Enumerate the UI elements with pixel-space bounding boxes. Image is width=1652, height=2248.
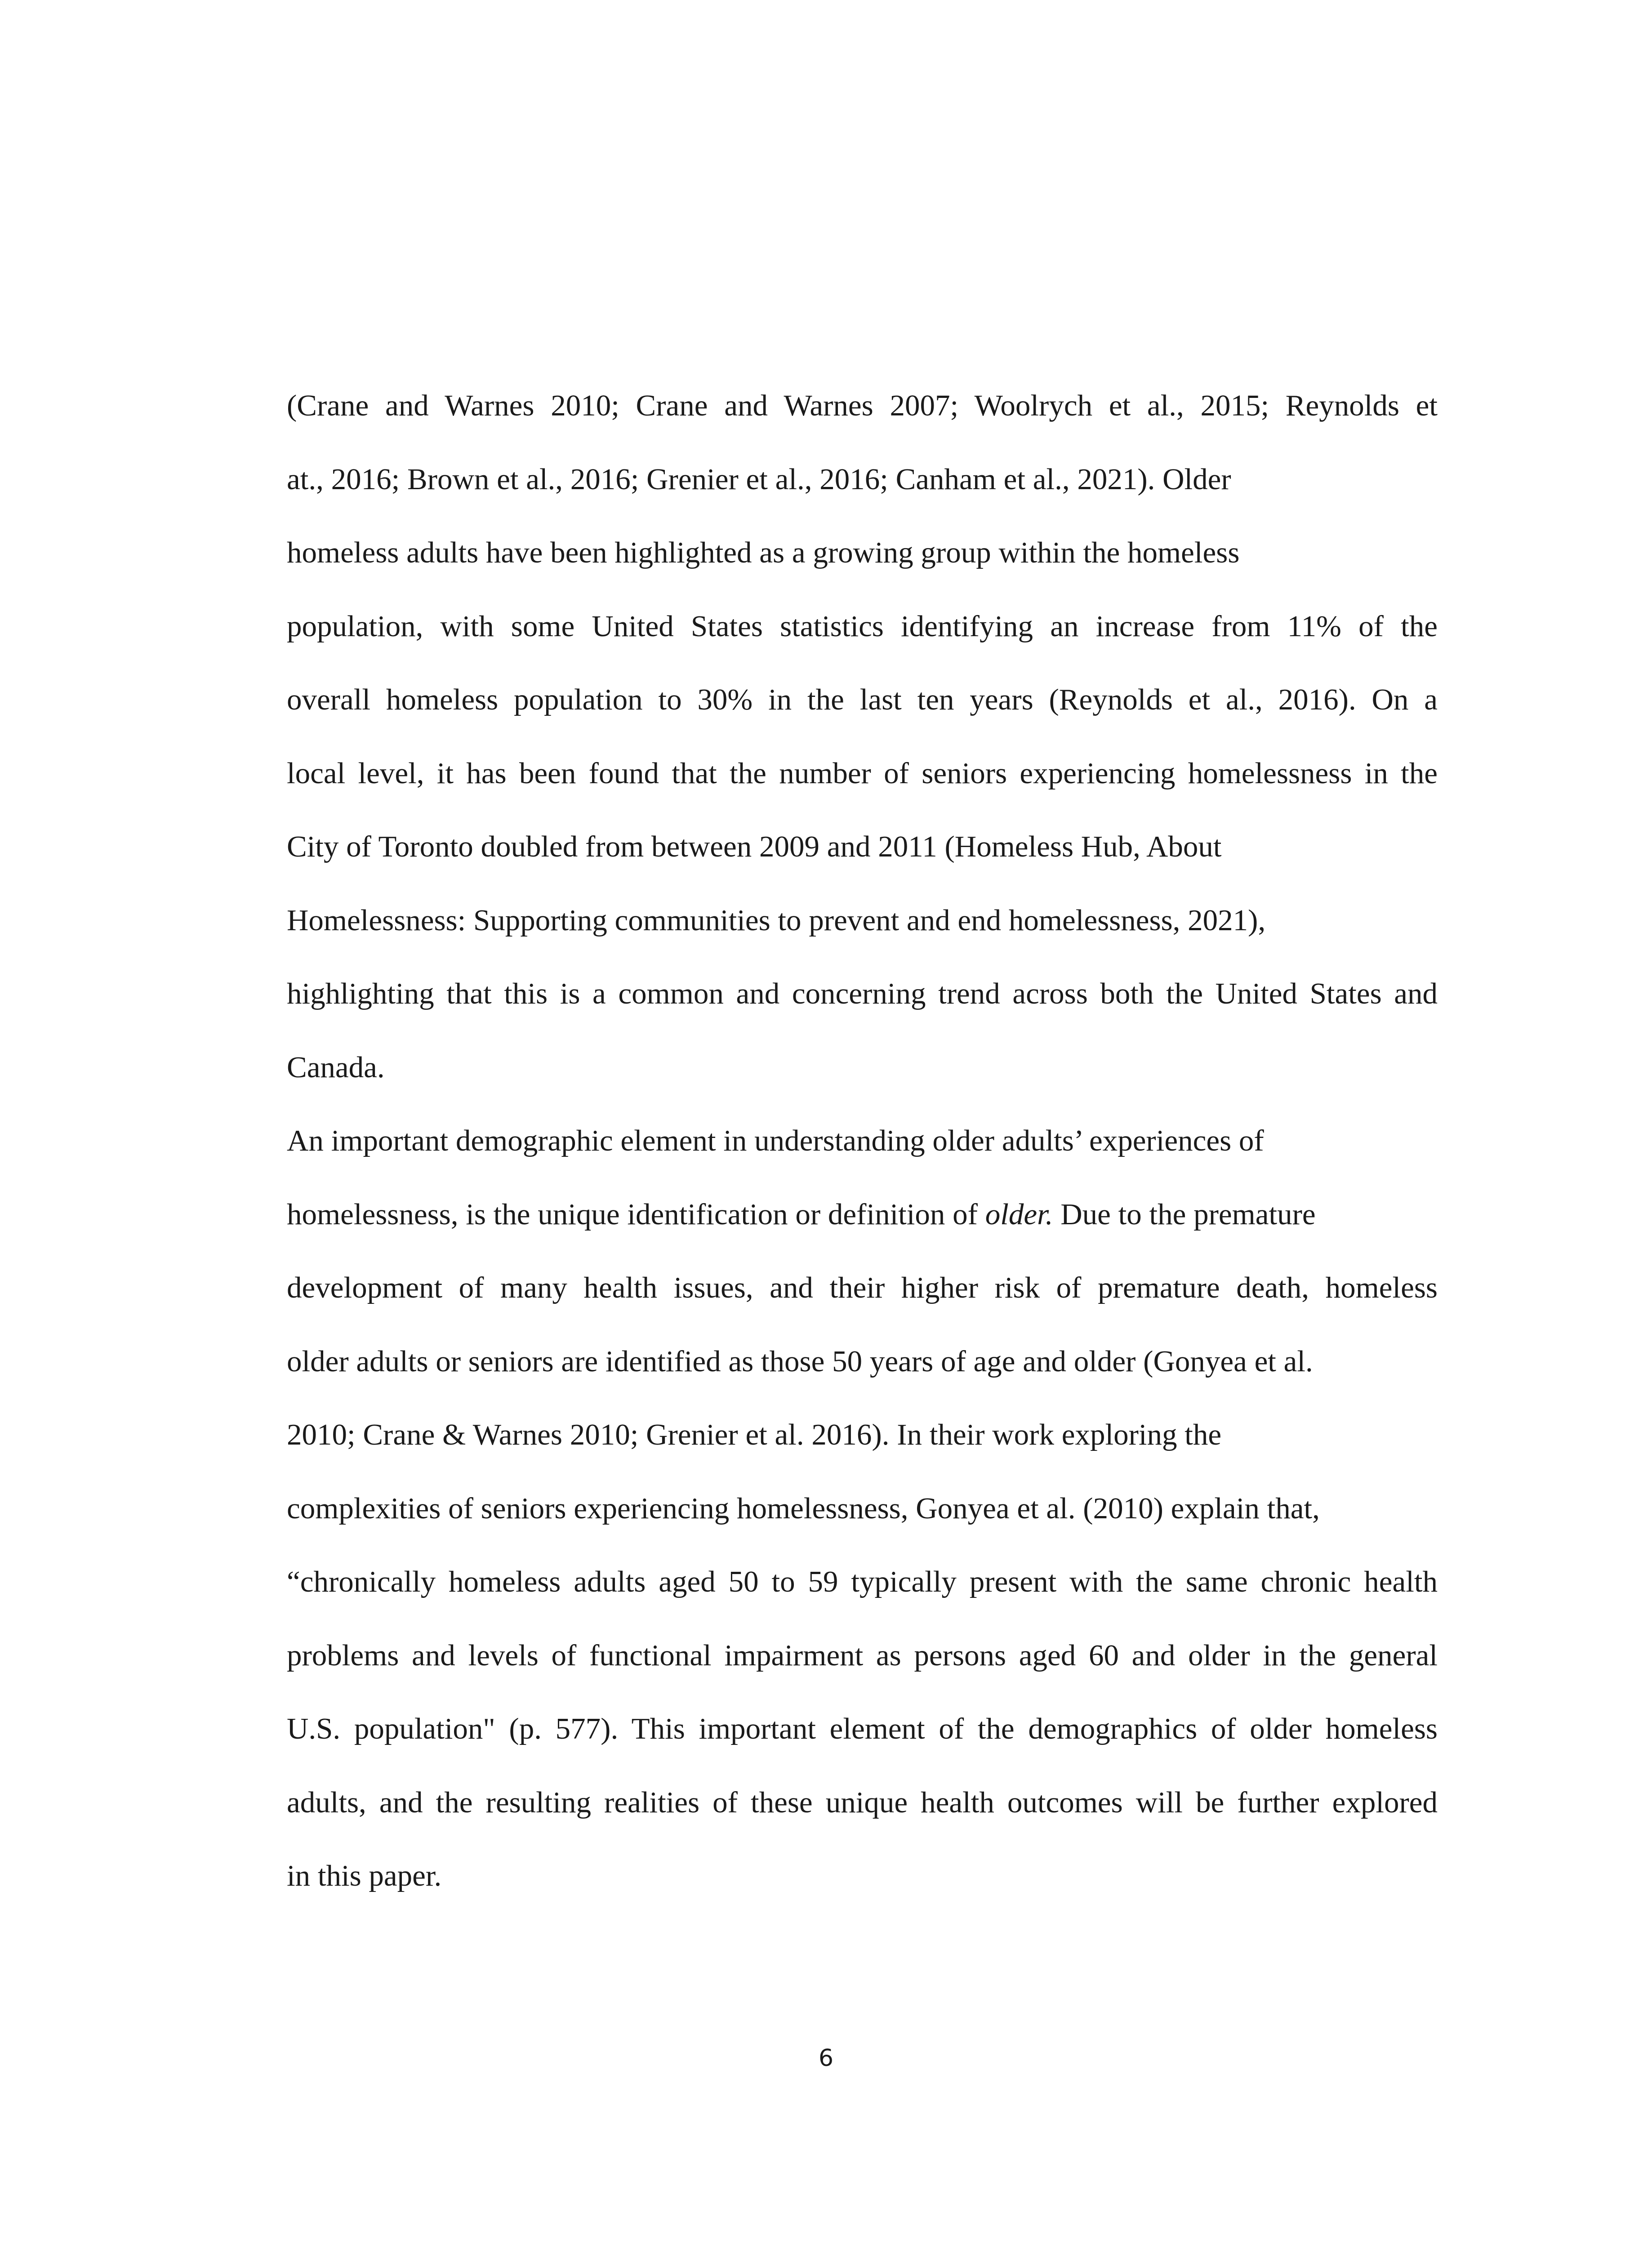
text-line: in this paper.: [287, 1859, 442, 1892]
text-run: homelessness, is the unique identification or definition of: [287, 1197, 978, 1231]
text-line: (Crane and Warnes 2010; Crane and Warnes 2007; Woolrych et al., 2015; Reynolds et: [287, 389, 1438, 422]
text-line: complexities of seniors experiencing homelessness, Gonyea et al. (2010) explain that,: [287, 1491, 1320, 1525]
text-line: population, with some United States statistics identifying an increase from 11% of the: [287, 609, 1438, 643]
paragraph-1: [287, 383, 1438, 1118]
text-line: An important demographic element in understanding older adults’ experiences of: [287, 1124, 1264, 1157]
text-line: Homelessness: Supporting communities to prevent and end homelessness, 2021),: [287, 903, 1266, 937]
text-line: 2010; Crane & Warnes 2010; Grenier et al. 2016). In their work exploring the: [287, 1418, 1222, 1451]
text-line: City of Toronto doubled from between 2009 and 2011 (Homeless Hub, About: [287, 830, 1222, 863]
paragraph-2: [287, 1118, 1438, 1927]
text-line: homeless adults have been highlighted as a growing group within the homeless: [287, 536, 1240, 569]
text-line: adults, and the resulting realities of these unique health outcomes will be further explored: [287, 1785, 1438, 1819]
text-line: highlighting that this is a common and concerning trend across both the United States and: [287, 977, 1438, 1010]
text-line-mixed: [287, 1192, 1438, 1266]
text-line: problems and levels of functional impairment as persons aged 60 and older in the general: [287, 1638, 1438, 1672]
text-line: overall homeless population to 30% in the last ten years (Reynolds et al., 2016). On a: [287, 683, 1438, 716]
page-number: 6: [818, 2045, 834, 2072]
text-line: local level, it has been found that the number of seniors experiencing homelessness in the: [287, 756, 1438, 790]
text-line: U.S. population" (p. 577). This important element of the demographics of older homeless: [287, 1712, 1438, 1745]
text-run: Due to the premature: [1060, 1197, 1316, 1231]
italic-term: older.: [985, 1197, 1053, 1231]
text-line: development of many health issues, and their higher risk of premature death, homeless: [287, 1271, 1438, 1304]
text-line: “chronically homeless adults aged 50 to 59 typically present with the same chronic health: [287, 1565, 1438, 1598]
text-line: older adults or seniors are identified as those 50 years of age and older (Gonyea et al.: [287, 1344, 1313, 1378]
text-line: Canada.: [287, 1050, 385, 1084]
body-text: [287, 383, 1438, 1927]
text-line: at., 2016; Brown et al., 2016; Grenier et al., 2016; Canham et al., 2021). Older: [287, 462, 1231, 496]
